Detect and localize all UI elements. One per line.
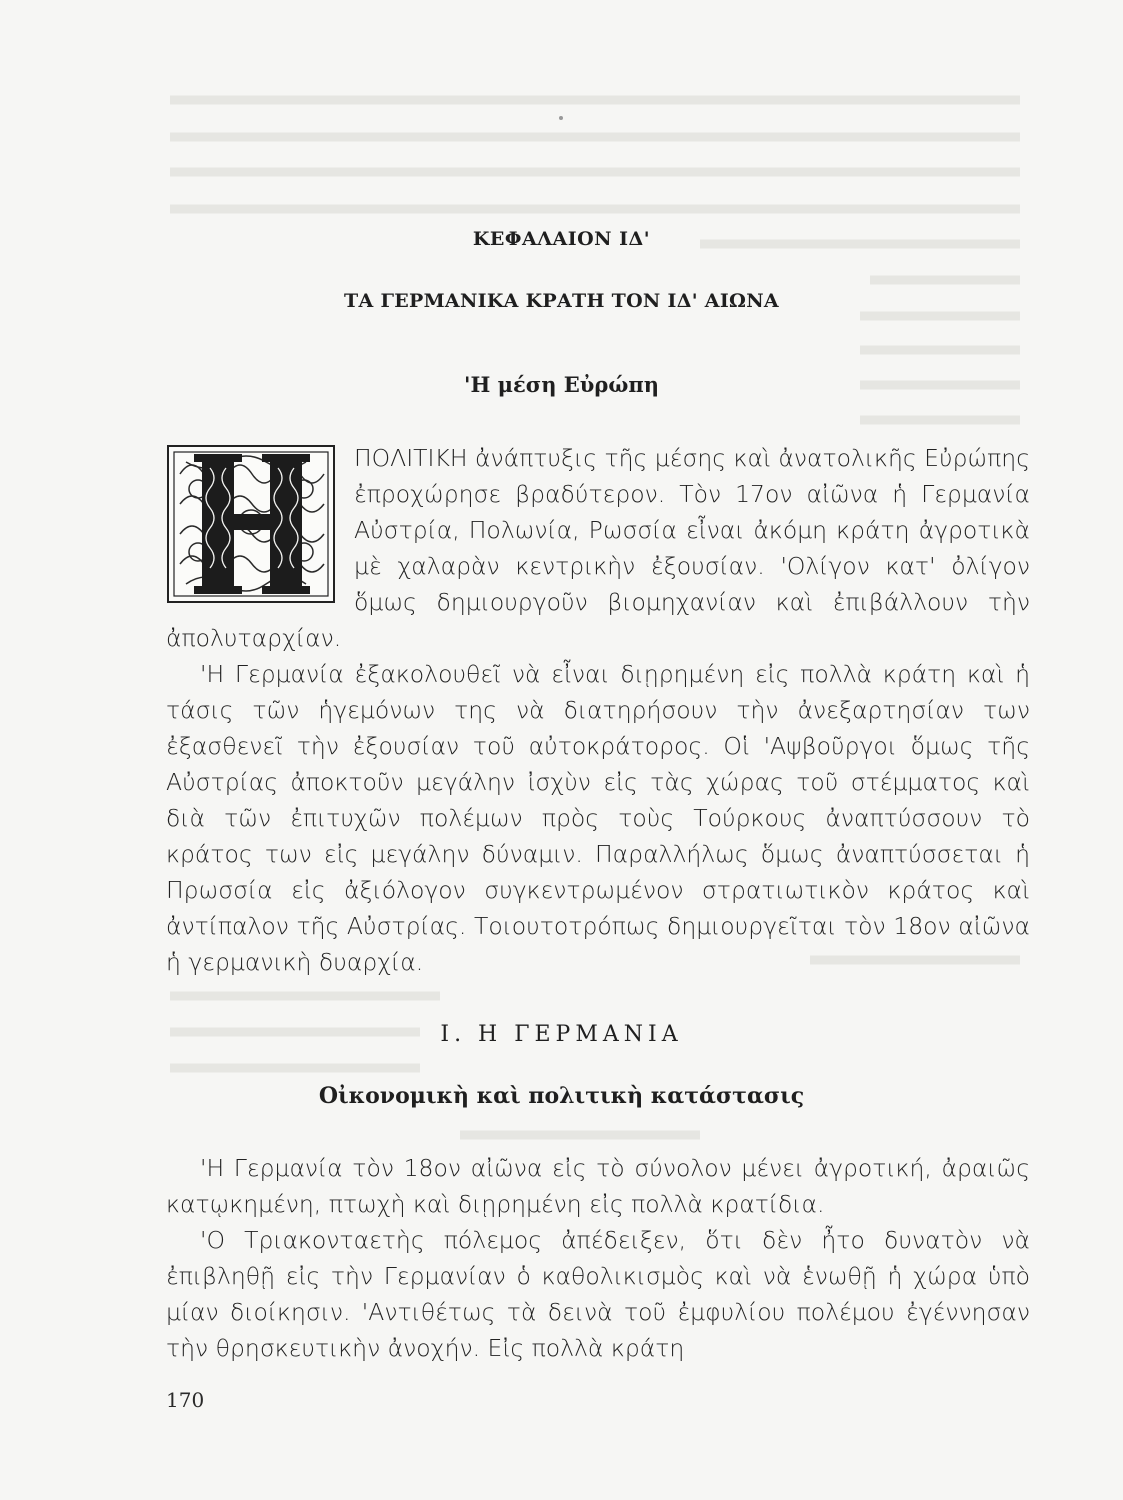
section1-text [166,440,1030,980]
paragraph: 'Ο Τριακονταετὴς πόλεμος ἀπέδειξεν, ὅτι δὲν ἦτο δυνατὸν νὰ ἐπιβληθῇ εἰς τὴν Γερμανίαν ὁ καθολικισμὸς καὶ νὰ ἑνωθῇ ἡ χώρα ὑπὸ μίαν διοίκησιν. 'Αντιθέτως τὰ δεινὰ τοῦ ἐμφυλίου πολέμου ἐγέννησαν τὴν θρησκευτικὴν ἀνοχήν. Εἰς πολλὰ κράτη [166,1226,1030,1362]
page-number: 170 [166,1388,205,1412]
section-heading-germany: Ι. Η ΓΕΡΜΑΝΙΑ [440,1022,683,1047]
paragraph: 'Η Γερμανία τὸν 18ον αἰῶνα εἰς τὸ σύνολον μένει ἀγροτική, ἀραιῶς κατῳκημένη, πτωχὴ καὶ διῃρημένη εἰς πολλὰ κρατίδια. [166,1154,1030,1218]
paragraph: 'Η Γερμανία ἐξακολουθεῖ νὰ εἶναι διῃρημένη εἰς πολλὰ κράτη καὶ ἡ τάσις τῶν ἡγεμόνων της νὰ διατηρήσουν τὴν ἀνεξαρτησίαν των ἐξασθενεῖ τὴν ἐξουσίαν τοῦ αὐτοκράτορος. Οἱ 'Αψβοῦργοι ὅμως τῆς Αὐστρίας ἀποκτοῦν μεγάλην ἰσχὺν εἰς τὰς χώρας τοῦ στέμματος καὶ διὰ τῶν ἐπιτυχῶν πολέμων πρὸς τοὺς Τούρκους ἀναπτύσσουν τὸ κράτος των εἰς μεγάλην δύναμιν. Παραλλήλως ὅμως ἀναπτύσσεται ἡ Πρωσσία εἰς ἀξιόλογον συγκεντρωμένον στρατιωτικὸν κράτος καὶ ἀντίπαλον τῆς Αὐστρίας. Τοιουτοτρόπως δημιουργεῖται τὸν 18ον αἰῶνα ἡ γερμανικὴ δυαρχία. [166,660,1030,976]
chapter-label: ΚΕΦΑΛΑΙΟΝ ΙΔ' [472,228,651,250]
section-subtitle-economic-political: Οἰκονομικὴ καὶ πολιτικὴ κατάστασις [318,1083,805,1109]
section2-text [166,1150,1030,1366]
section-subtitle-middle-europe: 'Η μέση Εὐρώπη [464,372,659,397]
ornamental-initial-letter [166,444,336,604]
paper-speck [559,116,563,120]
paragraph: ΠΟΛΙΤΙΚΗ ἀνάπτυξις τῆς μέσης καὶ ἀνατολικῆς Εὐρώπης ἐπροχώρησε βραδύτερον. Τὸν 17ον αἰῶνα ἡ Γερμανία Αὐστρία, Πολωνία, Ρωσσία εἶναι ἀκόμη κράτη ἀγροτικὰ μὲ χαλαρὰν κεντρικὴν ἐξουσίαν. 'Ολίγον κατ' ὀλίγον ὅμως δημιουργοῦν βιομηχανίαν καὶ ἐπιβάλλουν τὴν ἀπολυταρχίαν. [166,444,1030,652]
chapter-title: ΤΑ ΓΕΡΜΑΝΙΚΑ ΚΡΑΤΗ ΤΟΝ ΙΔ' ΑΙΩΝΑ [344,290,779,312]
